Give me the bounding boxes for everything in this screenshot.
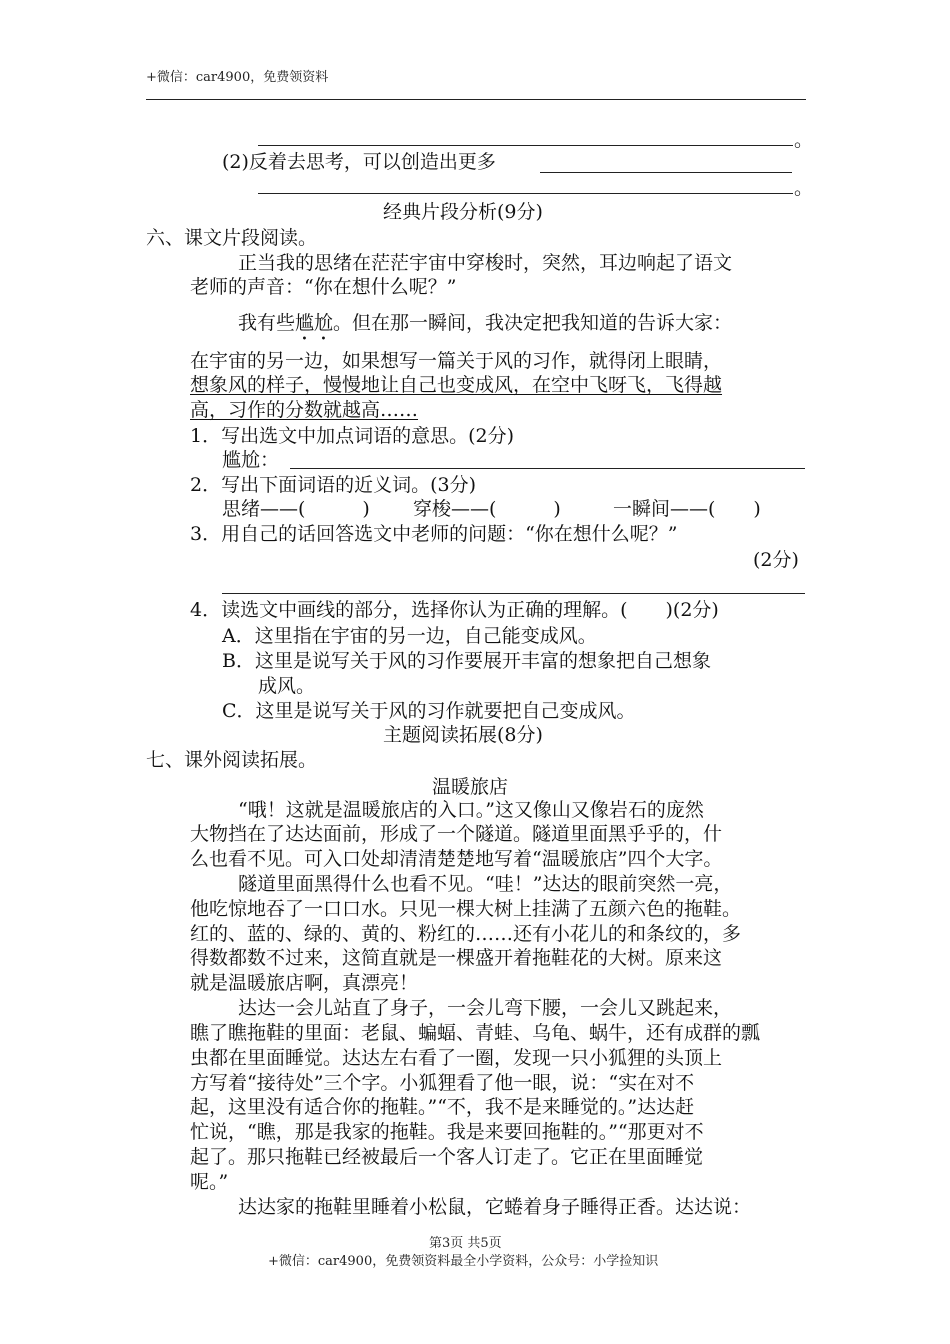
- answer-line[interactable]: [290, 468, 805, 469]
- period: 。: [794, 177, 814, 199]
- page-number: 第3页 共5页: [429, 1236, 502, 1251]
- q6-title: 六、课文片段阅读。: [146, 227, 318, 249]
- question-3: 3．用自己的话回答选文中老师的问题：“你在想什么呢？”: [190, 523, 678, 545]
- passage-line: 在宇宙的另一边，如果想写一篇关于风的习作，就得闭上眼睛，: [190, 350, 723, 372]
- story-line: 达达一会儿站直了身子，一会儿弯下腰，一会儿又跳起来，: [238, 997, 733, 1019]
- story-line: 起了。那只拖鞋已经被最后一个客人订走了。它正在里面睡觉: [190, 1146, 704, 1168]
- option-b[interactable]: B．这里是说写关于风的习作要展开丰富的想象把自己想象: [222, 650, 711, 672]
- story-line: 方写着“接待处”三个字。小狐狸看了他一眼，说：“实在对不: [190, 1072, 695, 1094]
- answer-line[interactable]: [258, 193, 793, 194]
- q5-item-2: (2)反着去思考，可以创造出更多: [222, 151, 496, 173]
- underlined-line: 想象风的样子，慢慢地让自己也变成风，在空中飞呀飞，飞得越: [190, 374, 723, 396]
- synonym-blank-2[interactable]: 穿梭——( ): [413, 498, 561, 520]
- underlined-line: 高，习作的分数就越高……: [190, 399, 419, 421]
- question-2: 2．写出下面词语的近义词。(3分): [190, 474, 477, 496]
- story-line: 就是温暖旅店啊，真漂亮！: [190, 972, 419, 994]
- story-line: “哦！这就是温暖旅店的入口。”这又像山又像岩石的庞然: [238, 799, 704, 821]
- option-c[interactable]: C．这里是说写关于风的习作就要把自己变成风。: [222, 700, 636, 722]
- footer-watermark: +微信：car4900，免费领资料最全小学资料，公众号：小学捡知识: [268, 1254, 659, 1269]
- synonym-blank-1[interactable]: 思绪——( ): [222, 498, 370, 520]
- q1-label: 尴尬：: [222, 449, 280, 471]
- story-line: 红的、蓝的、绿的、黄的、粉红的……还有小花儿的和条纹的，多: [190, 923, 742, 945]
- option-b-cont: 成风。: [258, 675, 316, 697]
- answer-line[interactable]: [540, 172, 792, 173]
- question-1: 1．写出选文中加点词语的意思。(2分): [190, 425, 515, 447]
- option-a[interactable]: A．这里指在宇宙的另一边，自己能变成风。: [222, 625, 597, 647]
- period: 。: [794, 129, 814, 151]
- story-line: 达达家的拖鞋里睡着小松鼠，它蜷着身子睡得正香。达达说：: [238, 1196, 752, 1218]
- answer-line[interactable]: [258, 145, 793, 146]
- dotted-word: 尴尬: [295, 312, 334, 334]
- story-line: 大物挡在了达达面前，形成了一个隧道。隧道里面黑乎乎的，什: [190, 823, 723, 845]
- story-line: 么也看不见。可入口处却清清楚楚地写着“温暖旅店”四个大字。: [190, 848, 723, 870]
- section-heading-theme: 主题阅读拓展(8分): [383, 724, 543, 746]
- story-title: 温暖旅店: [432, 776, 509, 798]
- section-heading-classic: 经典片段分析(9分): [383, 201, 543, 223]
- q7-title: 七、课外阅读拓展。: [146, 749, 318, 771]
- question-4: 4．读选文中画线的部分，选择你认为正确的理解。( )(2分): [190, 599, 719, 621]
- answer-line[interactable]: [222, 593, 805, 594]
- header-watermark: +微信：car4900，免费领资料: [146, 70, 329, 85]
- story-line: 他吃惊地吞了一口口水。只见一棵大树上挂满了五颜六色的拖鞋。: [190, 898, 742, 920]
- story-line: 起，这里没有适合你的拖鞋。”“不，我不是来睡觉的。”达达赶: [190, 1096, 695, 1118]
- story-line: 呢。”: [190, 1171, 229, 1193]
- story-line: 隧道里面黑得什么也看不见。“哇！”达达的眼前突然一亮，: [238, 873, 733, 895]
- synonym-blank-3[interactable]: 一瞬间——( ): [613, 498, 761, 520]
- passage-line: 老师的声音：“你在想什么呢？”: [190, 276, 457, 298]
- passage-line: 正当我的思绪在茫茫宇宙中穿梭时，突然，耳边响起了语文: [238, 252, 733, 274]
- story-line: 瞧了瞧拖鞋的里面：老鼠、蝙蝠、青蛙、乌龟、蜗牛，还有成群的瓢: [190, 1022, 761, 1044]
- q3-score: (2分): [753, 549, 799, 571]
- passage-line: 我有些尴尬。但在那一瞬间，我决定把我知道的告诉大家：: [238, 312, 733, 334]
- header-divider: [146, 99, 806, 100]
- story-line: 得数都数不过来，这简直就是一棵盛开着拖鞋花的大树。原来这: [190, 947, 723, 969]
- story-line: 虫都在里面睡觉。达达左右看了一圈，发现一只小狐狸的头顶上: [190, 1047, 723, 1069]
- story-line: 忙说，“瞧，那是我家的拖鞋。我是来要回拖鞋的。”“那更对不: [190, 1121, 704, 1143]
